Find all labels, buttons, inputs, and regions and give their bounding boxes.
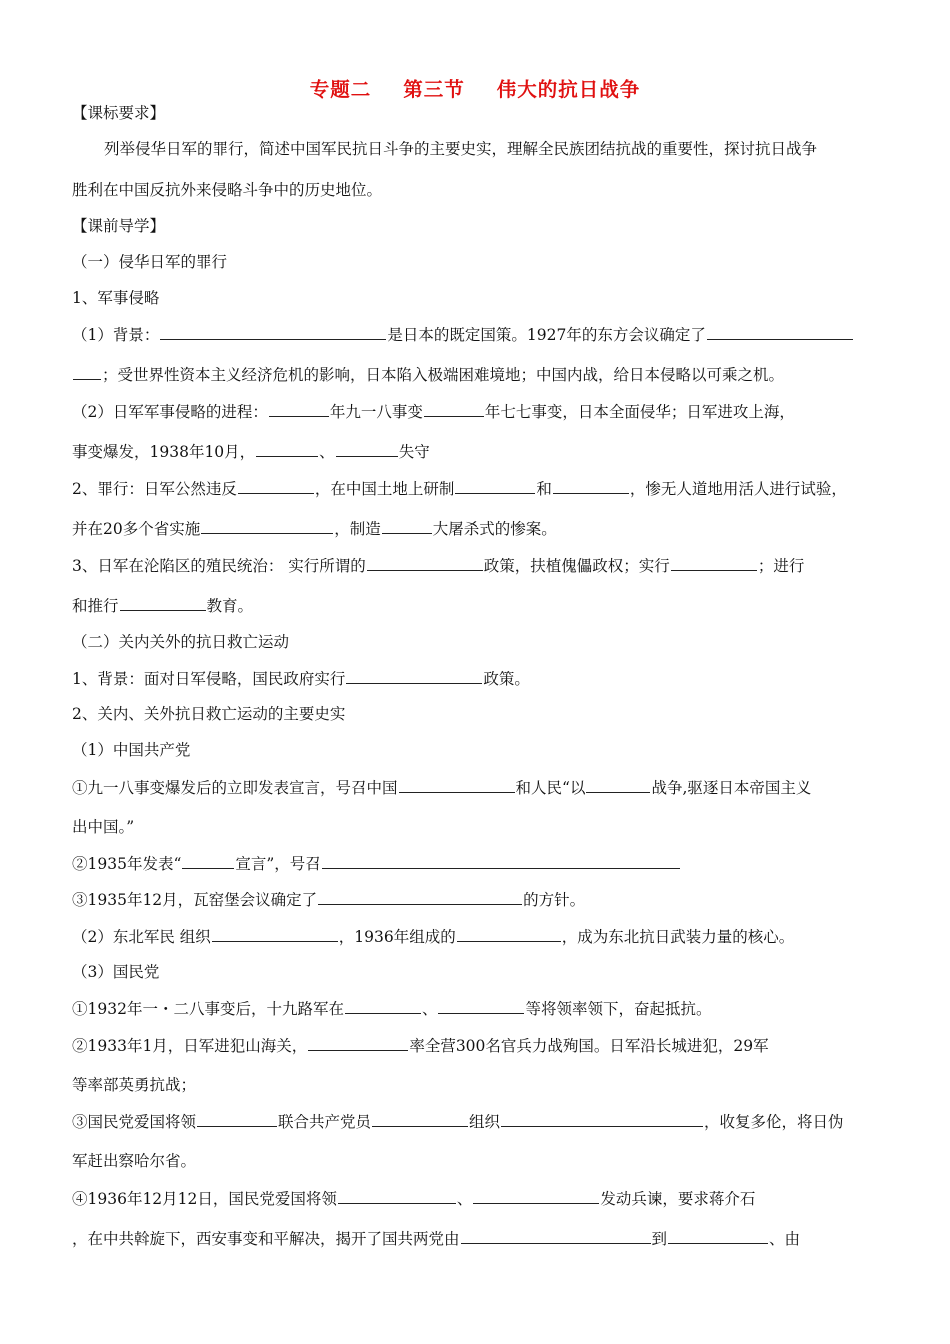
blank[interactable] bbox=[197, 1111, 277, 1127]
crimes-line-2: 并在20多个省实施 ，制造 大屠杀式的惨案。 bbox=[72, 520, 557, 538]
blank[interactable] bbox=[182, 853, 234, 869]
blank[interactable] bbox=[461, 1228, 651, 1244]
background-line: （1）背景： 是日本的既定国策。1927年的东方会议确定了 bbox=[72, 324, 854, 345]
process-line-2: 事变爆发，1938年10月， 、 失守 bbox=[72, 443, 430, 461]
blank[interactable] bbox=[73, 364, 101, 380]
kmt-heading: （3）国民党 bbox=[72, 963, 160, 981]
blank[interactable] bbox=[318, 889, 522, 905]
blank[interactable] bbox=[424, 401, 484, 417]
crimes-line: 2、罪行：日军公然违反 ，在中国土地上研制 和 ，惨无人道地用活人进行试验， bbox=[72, 480, 847, 498]
kmt-item-3-cont: 军赶出察哈尔省。 bbox=[72, 1152, 197, 1170]
blank[interactable] bbox=[201, 518, 333, 534]
kebiao-text-2: 胜利在中国反抗外来侵略斗争中的历史地位。 bbox=[72, 181, 383, 199]
colonial-rule-line: 3、日军在沦陷区的殖民统治： 实行所谓的 政策，扶植傀儡政权；实行 ；进行 bbox=[72, 557, 805, 575]
title-section: 第三节 bbox=[403, 78, 465, 101]
kmt-item-2: ②1933年1月，日军进犯山海关， 率全营300名官兵力战殉国。日军沿长城进犯，29军 bbox=[72, 1037, 769, 1055]
colonial-rule-line-2: 和推行 教育。 bbox=[72, 597, 254, 615]
cpc-item-1-cont: 出中国。” bbox=[72, 818, 135, 836]
process-line: （2）日军军事侵略的进程： 年九一八事变 年七七事变，日本全面侵华；日军进攻上海， bbox=[72, 403, 795, 421]
kebiao-text-1: 列举侵华日军的罪行，简述中国军民抗日斗争的主要史实，理解全民族团结抗战的重要性，探讨抗日战争 bbox=[104, 140, 818, 158]
blank[interactable] bbox=[322, 853, 680, 869]
blank[interactable] bbox=[367, 555, 483, 571]
kebiao-header: 【课标要求】 bbox=[72, 104, 166, 122]
blank[interactable] bbox=[457, 926, 561, 942]
northeast-line: （2）东北军民 组织 ，1936年组成的 ，成为东北抗日武装力量的核心。 bbox=[72, 928, 795, 946]
policy-line: 1、背景：面对日军侵略，国民政府实行 政策。 bbox=[72, 670, 530, 688]
movement-heading: 2、关内、关外抗日救亡运动的主要史实 bbox=[72, 705, 346, 723]
blank[interactable] bbox=[336, 441, 398, 457]
blank[interactable] bbox=[345, 998, 421, 1014]
blank[interactable] bbox=[399, 777, 515, 793]
kmt-item-2-cont: 等率部英勇抗战； bbox=[72, 1076, 197, 1094]
cpc-item-3: ③1935年12月，瓦窑堡会议确定了 的方针。 bbox=[72, 891, 586, 909]
blank[interactable] bbox=[372, 1111, 468, 1127]
blank[interactable] bbox=[473, 1188, 599, 1204]
blank[interactable] bbox=[346, 668, 482, 684]
blank[interactable] bbox=[269, 401, 329, 417]
cpc-item-2: ②1935年发表“ 宣言”，号召 bbox=[72, 853, 681, 874]
cpc-item-1: ①九一八事变爆发后的立即发表宣言，号召中国 和人民“以 战争,驱逐日本帝国主义 bbox=[72, 779, 812, 797]
blank[interactable] bbox=[707, 324, 853, 340]
blank[interactable] bbox=[238, 478, 314, 494]
daoxue-header: 【课前导学】 bbox=[72, 217, 166, 235]
blank[interactable] bbox=[120, 595, 206, 611]
part1-header: （一）侵华日军的罪行 bbox=[72, 253, 228, 271]
blank[interactable] bbox=[308, 1035, 408, 1051]
blank[interactable] bbox=[671, 555, 757, 571]
blank[interactable] bbox=[160, 324, 386, 340]
title-subject: 伟大的抗日战争 bbox=[496, 78, 641, 101]
blank[interactable] bbox=[438, 998, 524, 1014]
blank[interactable] bbox=[586, 777, 650, 793]
blank[interactable] bbox=[668, 1228, 768, 1244]
blank[interactable] bbox=[455, 478, 535, 494]
title-topic: 专题二 bbox=[309, 78, 372, 101]
kmt-item-4: ④1936年12月12日，国民党爱国将领 、 发动兵谏，要求蒋介石 bbox=[72, 1190, 756, 1208]
blank[interactable] bbox=[256, 441, 318, 457]
blank[interactable] bbox=[553, 478, 629, 494]
kmt-item-4-cont: ，在中共斡旋下，西安事变和平解决，揭开了国共两党由 到 、由 bbox=[72, 1230, 801, 1248]
kmt-item-1: ①1932年一・二八事变后，十九路军在 、 等将领率领下，奋起抵抗。 bbox=[72, 1000, 712, 1018]
background-line-2: ；受世界性资本主义经济危机的影响，日本陷入极端困难境地；中国内战，给日本侵略以可乘之机。 bbox=[72, 364, 784, 385]
page-title bbox=[0, 74, 950, 102]
blank[interactable] bbox=[212, 926, 338, 942]
blank[interactable] bbox=[501, 1111, 703, 1127]
kmt-item-3: ③国民党爱国将领 联合共产党员 组织 ，收复多伦，将日伪 bbox=[72, 1113, 844, 1131]
blank[interactable] bbox=[382, 518, 432, 534]
military-aggression-heading: 1、军事侵略 bbox=[72, 289, 160, 307]
blank[interactable] bbox=[338, 1188, 456, 1204]
cpc-heading: （1）中国共产党 bbox=[72, 741, 191, 759]
part2-header: （二）关内关外的抗日救亡运动 bbox=[72, 633, 290, 651]
